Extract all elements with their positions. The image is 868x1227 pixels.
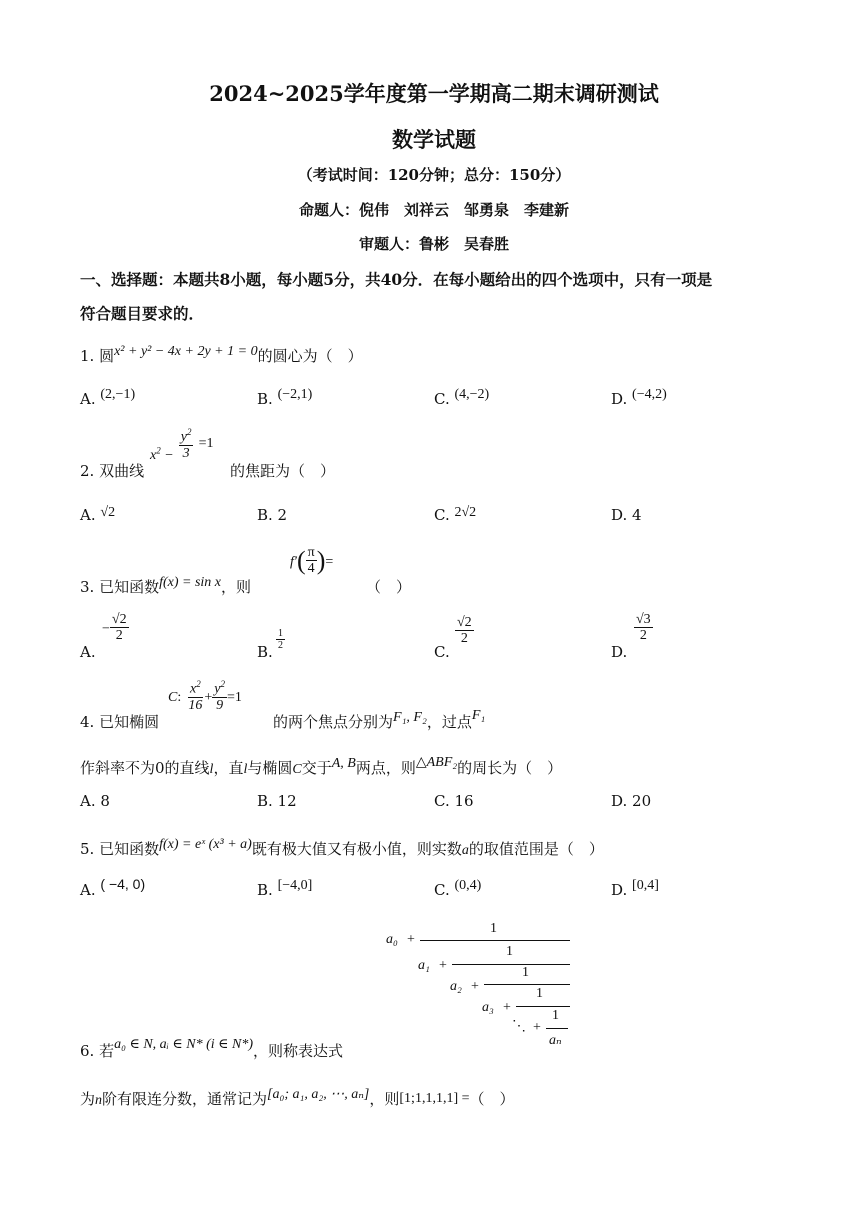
q6-number: 6. 若 bbox=[80, 1042, 115, 1060]
q5-number: 5. 已知函数 bbox=[80, 840, 160, 858]
q1-option-a: A. (2,−1) bbox=[80, 387, 136, 408]
q4-line2: 作斜率不为0的直线l，直l与椭圆C交于A, B两点，则△ABF₂的周长为（ ） bbox=[80, 755, 563, 777]
q1-option-c-value: (4,−2) bbox=[454, 387, 490, 402]
q3-option-d-value: $\frac{√3}{2}$ bbox=[636, 612, 651, 644]
q4-triangle: △ABF₂ bbox=[415, 755, 458, 770]
q3-tail: （ ） bbox=[366, 578, 412, 596]
reviewers: 审题人：鲁彬 吴春胜 bbox=[358, 235, 509, 253]
q2-hyperbola-equation: $x^2$ − $\frac{y^2}{3}$ =1 bbox=[150, 427, 214, 464]
q2-tail: 的焦距为（ ） bbox=[230, 462, 336, 480]
q3-option-a-value: − $\frac{√2}{2}$ bbox=[102, 612, 127, 644]
q1-option-b-value: (−2,1) bbox=[277, 387, 313, 402]
time-info: （考试时间：120分钟；总分：150分） bbox=[297, 166, 571, 184]
question-5: 5. 已知函数f(x) = eˣ (x³ + a)既有极大值又有极小值，则实数a的取值范围是（ ） bbox=[80, 837, 604, 858]
q3-option-c-value: $\frac{√2}{2}$ bbox=[457, 615, 472, 647]
q3-number: 3. 已知函数 bbox=[80, 578, 160, 596]
q2-option-d: D. 4 bbox=[611, 506, 642, 524]
q3-option-b-value: $\frac{1}{2}$ bbox=[278, 628, 283, 651]
q6-condition: a₀ ∈ N, aᵢ ∈ N* (i ∈ N*) bbox=[114, 1037, 253, 1052]
q2-option-a: A. √2 bbox=[80, 505, 116, 524]
question-1 bbox=[80, 345, 363, 366]
q3-function: f(x) = sin x bbox=[159, 575, 222, 590]
q3-option-d: D. bbox=[611, 643, 628, 661]
q5-option-d: D. [0,4] bbox=[611, 878, 659, 899]
q3-derivative-expression: f′( $\frac{\pi}{4}$ )= bbox=[290, 545, 334, 577]
q4-option-c: C. 16 bbox=[434, 792, 474, 810]
q1-option-a-value: (2,−1) bbox=[100, 387, 136, 402]
q1-option-c: C. (4,−2) bbox=[434, 387, 490, 408]
q4-option-d: D. 20 bbox=[611, 792, 652, 810]
subject-title: 数学试题 bbox=[392, 127, 476, 152]
question-3 bbox=[80, 576, 251, 597]
q6-query: [1;1,1,1,1] = bbox=[399, 1091, 470, 1106]
q4-point: F₁ bbox=[471, 708, 486, 723]
q1-option-d-value: (−4,2) bbox=[632, 387, 667, 402]
q1-option-d: D. (−4,2) bbox=[611, 387, 667, 408]
q4-option-a: A. 8 bbox=[80, 792, 110, 810]
authors: 命题人：倪伟 刘祥云 邹勇泉 李建新 bbox=[298, 201, 569, 219]
q2-number: 2. 双曲线 bbox=[80, 462, 145, 480]
q3-option-b: B. bbox=[257, 643, 273, 661]
q2-option-b: B. 2 bbox=[257, 506, 288, 524]
q5-function: f(x) = eˣ (x³ + a) bbox=[159, 837, 252, 852]
q4-line1: 的两个焦点分别为F₁, F₂，过点F₁ bbox=[273, 708, 486, 731]
q1-number: 1. 圆 bbox=[80, 347, 115, 365]
q4-foci: F₁, F₂ bbox=[393, 710, 427, 725]
section-heading-line1: 一、选择题：本题共8小题，每小题5分，共40分．在每小题给出的四个选项中，只有一项是 bbox=[80, 270, 713, 289]
q3-option-a: A. bbox=[80, 643, 96, 661]
q4-option-b: B. 12 bbox=[257, 792, 297, 810]
q1-option-b: B. (−2,1) bbox=[257, 387, 313, 408]
q3-mid: ，则 bbox=[221, 578, 252, 596]
exam-title: 2024~2025学年度第一学期高二期末调研测试 bbox=[209, 81, 659, 106]
q5-option-b: B. [−4,0] bbox=[257, 878, 313, 899]
q2-option-c: C. 2√2 bbox=[434, 505, 477, 524]
q5-option-a: A. ( −4, 0) bbox=[80, 876, 146, 899]
q4-ellipse-equation: C: $\frac{x^2}{16}$ + $\frac{y^2}{9}$ =1 bbox=[168, 679, 242, 714]
question-6: 6. 若a₀ ∈ N, aᵢ ∈ N* (i ∈ N*)，则称表达式 bbox=[80, 1037, 344, 1060]
q1-equation: x² + y² − 4x + 2y + 1 = 0 bbox=[114, 344, 258, 359]
q1-tail: 的圆心为（ ） bbox=[257, 347, 363, 365]
q6-line2: 为n阶有限连分数，通常记为[a₀; a₁, a₂, ⋯, aₙ]，则[1;1,1,1,1] =（ ） bbox=[80, 1087, 515, 1108]
q3-option-c: C. bbox=[434, 643, 450, 661]
q4-number: 4. 已知椭圆 bbox=[80, 713, 160, 731]
section-heading-line2: 符合题目要求的． bbox=[80, 304, 205, 323]
q5-option-c: C. (0,4) bbox=[434, 878, 482, 899]
q6-notation: [a₀; a₁, a₂, ⋯, aₙ] bbox=[267, 1087, 370, 1102]
